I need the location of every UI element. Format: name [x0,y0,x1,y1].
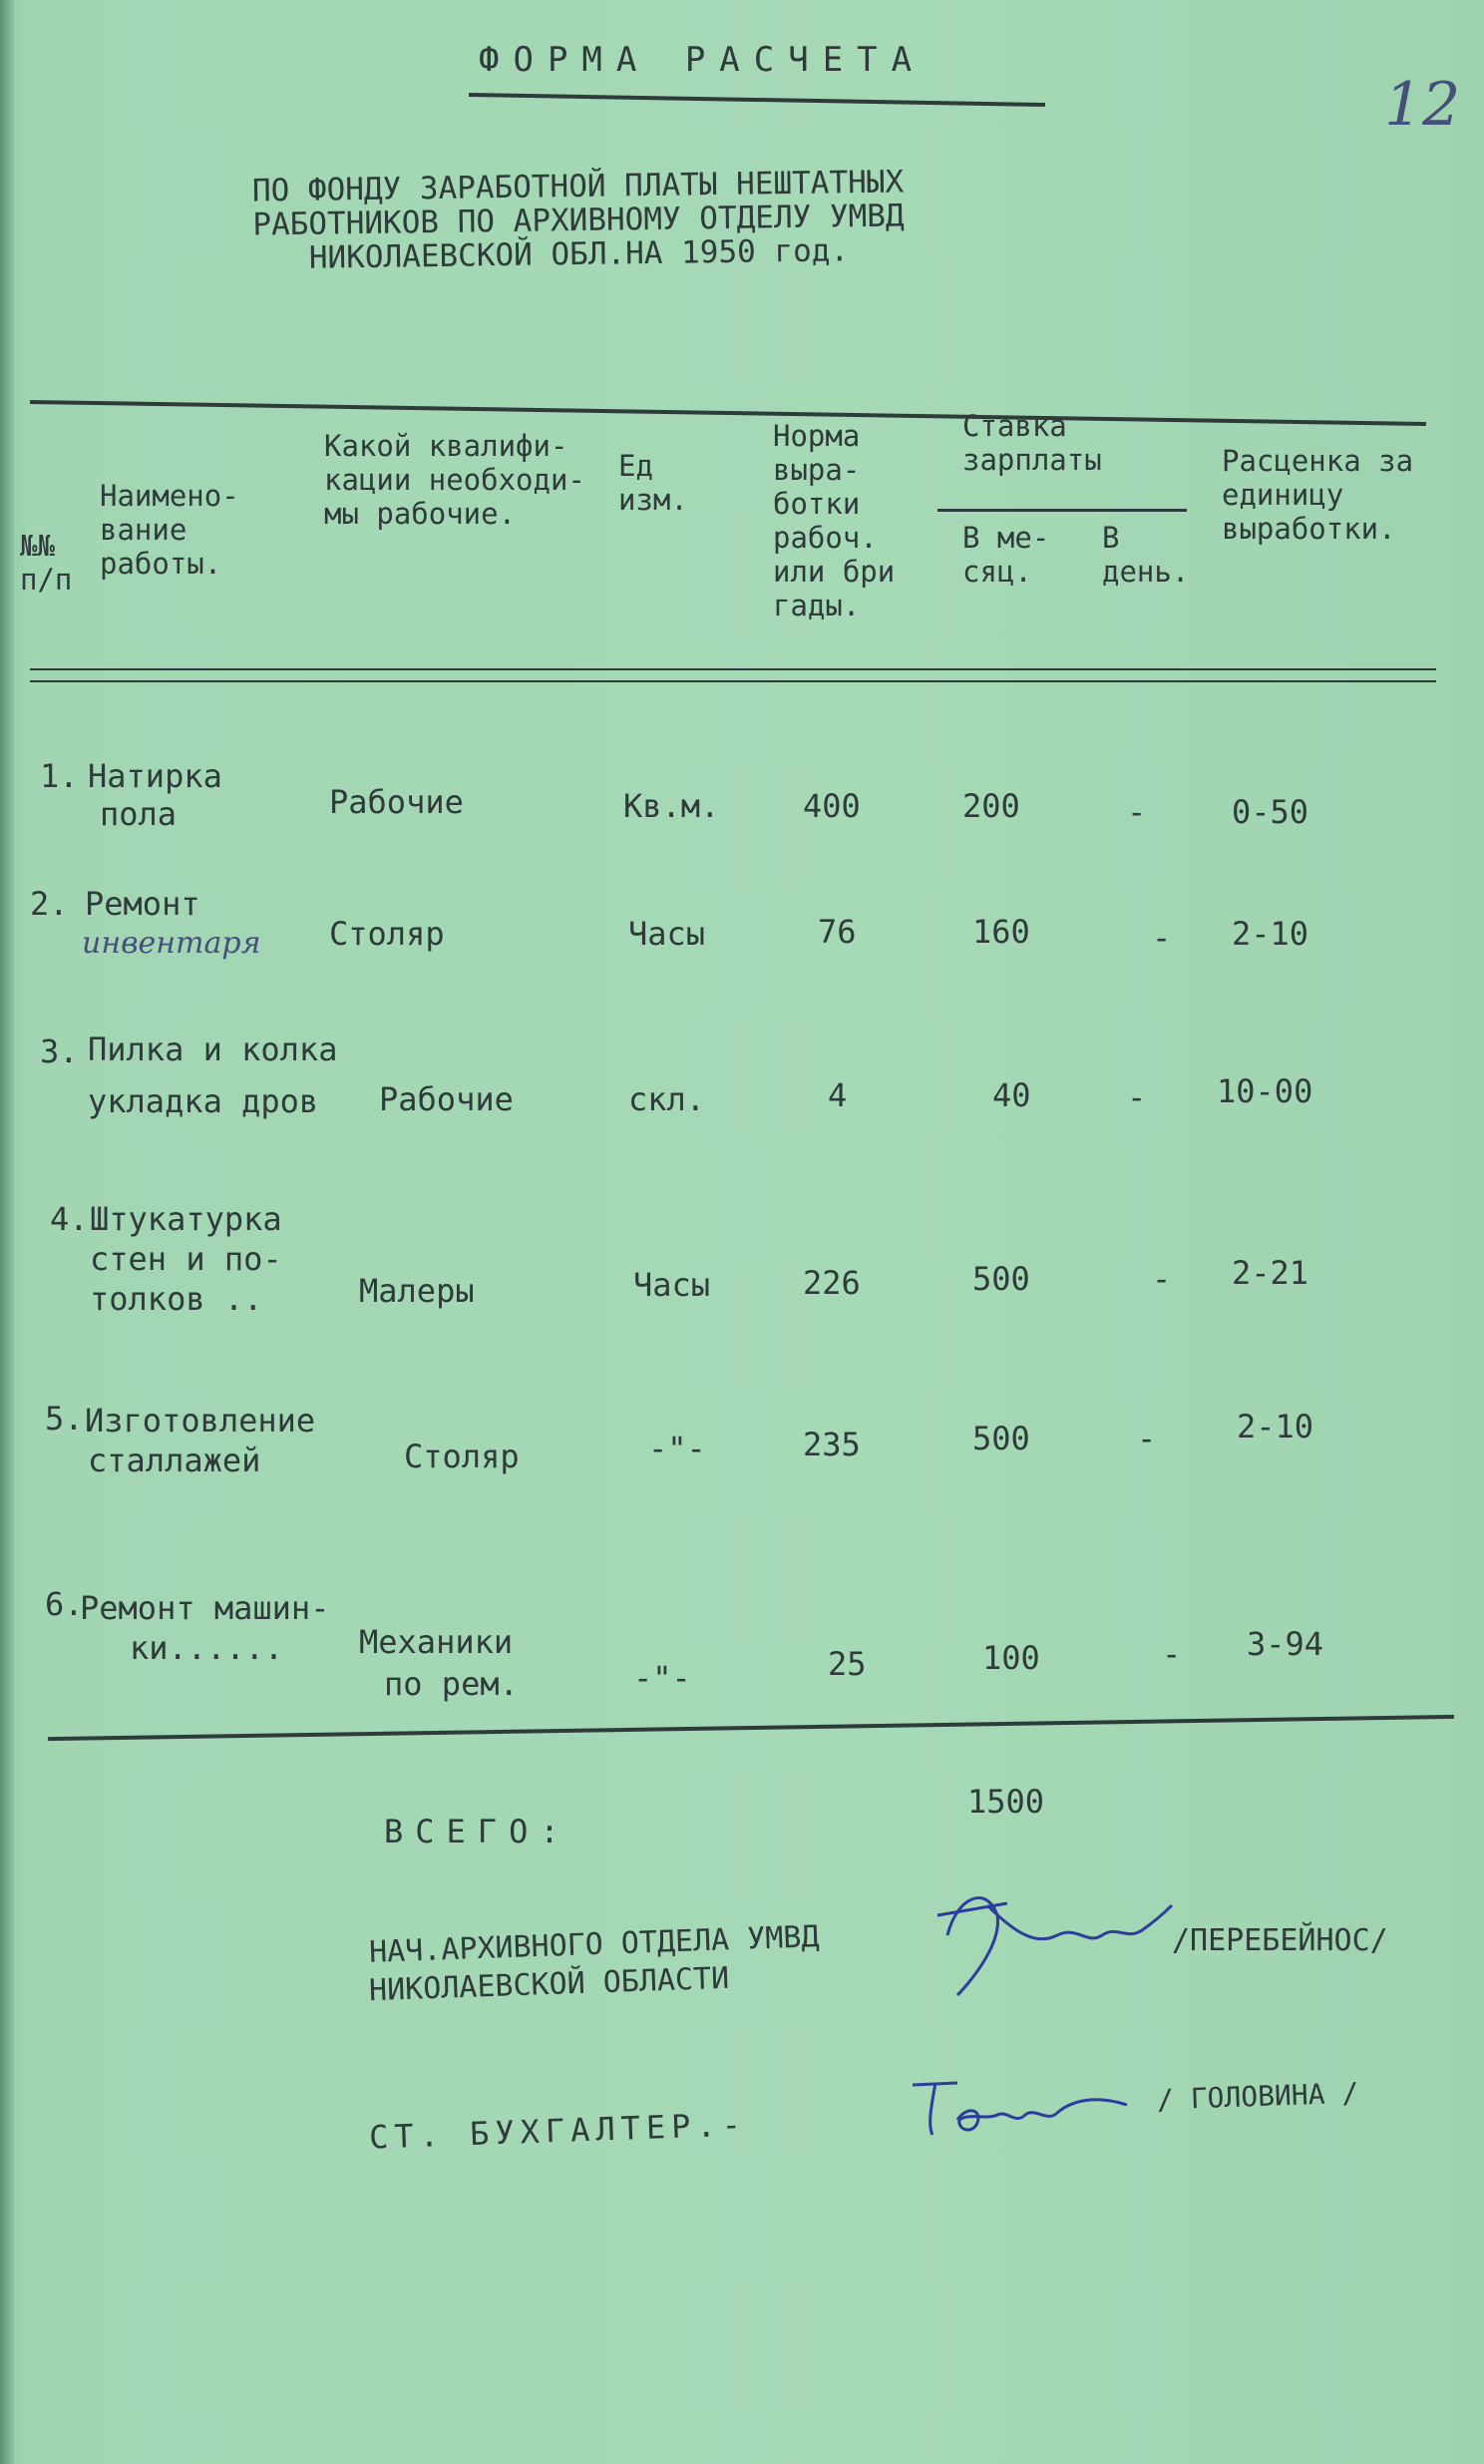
col-header-rate: Ставка зарплаты [962,409,1102,477]
col-header-norm: Норма выра- ботки рабоч. или бри гады. [773,419,896,622]
row1-norm: 400 [803,787,861,825]
col-header-num: №№ п/п [20,529,73,597]
col-header-rate-day: В день. [1102,521,1190,589]
row6-qualification-line2: по рем. [384,1665,519,1703]
row6-price: 3-94 [1247,1625,1324,1663]
row4-rate-day: - [1152,1260,1172,1298]
row4-qualification: Малеры [359,1272,475,1310]
signer2-name: / ГОЛОВИНА / [1156,2076,1359,2117]
row3-work-line2: укладка дров [88,1082,319,1120]
row1-work-line1: Натирка [88,757,222,795]
row5-work-line2: сталлажей [88,1441,261,1479]
row1-rate-day: - [1127,793,1147,831]
row5-qualification: Столяр [404,1437,520,1475]
row5-norm: 235 [803,1426,861,1463]
col-header-price: Расценка за единицу выработки. [1222,444,1414,546]
row4-work-line2: стен и по- [90,1240,282,1278]
row6-rate-day: - [1162,1635,1182,1673]
signer1-title-line2: НИКОЛАЕВСКОЙ ОБЛАСТИ [368,1960,730,2009]
row2-price: 2-10 [1232,915,1309,953]
row4-num: 4. [50,1200,89,1238]
col-header-rate-month: В ме- сяц. [962,521,1050,589]
row6-norm: 25 [828,1645,867,1683]
total-value: 1500 [967,1783,1045,1821]
document-subtitle: ПО ФОНДУ ЗАРАБОТНОЙ ПЛАТЫ НЕШТАТНЫХ РАБОТНИКОВ ПО АРХИВНОМУ ОТДЕЛУ УМВД НИКОЛАЕВСКОЙ ОБЛ.НА 1950 год. [251,164,905,276]
row1-price: 0-50 [1232,793,1309,831]
row4-price: 2-21 [1232,1254,1309,1292]
total-label: ВСЕГО: [384,1813,571,1850]
row4-work-line1: Штукатурка [90,1200,282,1238]
rate-divider [937,509,1187,512]
row2-rate-month: 160 [972,913,1030,951]
row4-unit: Часы [633,1266,711,1304]
row1-rate-month: 200 [962,787,1020,825]
header-bottom-rule-1 [30,668,1436,670]
row6-work-line2: ки...... [130,1629,284,1667]
col-header-unit: Ед изм. [618,449,688,517]
row3-qualification: Рабочие [379,1080,514,1118]
row5-price: 2-10 [1237,1408,1314,1445]
row5-work-line1: Изготовление [85,1402,316,1439]
signer1-title-line1: НАЧ.АРХИВНОГО ОТДЕЛА УМВД [368,1919,821,1970]
row6-num: 6. [45,1585,84,1623]
signer1-name: /ПЕРЕБЕЙНОС/ [1172,1923,1388,1958]
row1-qualification: Рабочие [329,783,464,821]
row4-rate-month: 500 [972,1260,1030,1298]
row2-qualification: Столяр [329,915,445,953]
row1-unit: Кв.м. [623,787,720,825]
row6-rate-month: 100 [982,1639,1040,1677]
row5-num: 5. [45,1400,84,1437]
row3-work-line1: Пилка и колка [88,1030,338,1068]
row1-num: 1. [40,757,79,795]
row3-rate-month: 40 [992,1076,1031,1114]
row3-unit: скл. [628,1080,706,1118]
row6-qualification-line1: Механики [359,1623,514,1661]
row2-unit: Часы [628,915,706,953]
row3-num: 3. [40,1032,79,1070]
row3-rate-day: - [1127,1078,1147,1116]
signer2-title: СТ. БУХГАЛТЕР.- [368,2105,748,2157]
header-bottom-rule-2 [30,680,1436,682]
col-header-qualification: Какой квалифи- кации необходи- мы рабочие. [324,429,585,531]
row4-norm: 226 [803,1264,861,1302]
row5-unit: -"- [648,1430,706,1467]
document-title: ФОРМА РАСЧЕТА [479,40,927,80]
row5-rate-month: 500 [972,1420,1030,1457]
row2-work-line2: инвентаря [82,926,261,961]
binding-edge [0,0,14,2464]
row3-price: 10-00 [1217,1072,1313,1110]
signature-golovina [898,2065,1147,2155]
row1-work-line2: пола [100,795,178,833]
row3-norm: 4 [828,1076,848,1114]
row2-rate-day: - [1152,919,1172,957]
row4-work-line3: толков .. [90,1280,263,1318]
row6-unit: -"- [633,1659,691,1697]
page-number: 12 [1384,70,1461,140]
col-header-name: Наимено- вание работы. [100,479,239,581]
row2-work-line1: Ремонт [85,885,200,923]
row6-work-line1: Ремонт машин- [80,1589,330,1627]
row5-rate-day: - [1137,1420,1157,1457]
row2-num: 2. [30,885,69,923]
signature-perebeinos [928,1875,1187,2015]
row2-norm: 76 [818,913,857,951]
